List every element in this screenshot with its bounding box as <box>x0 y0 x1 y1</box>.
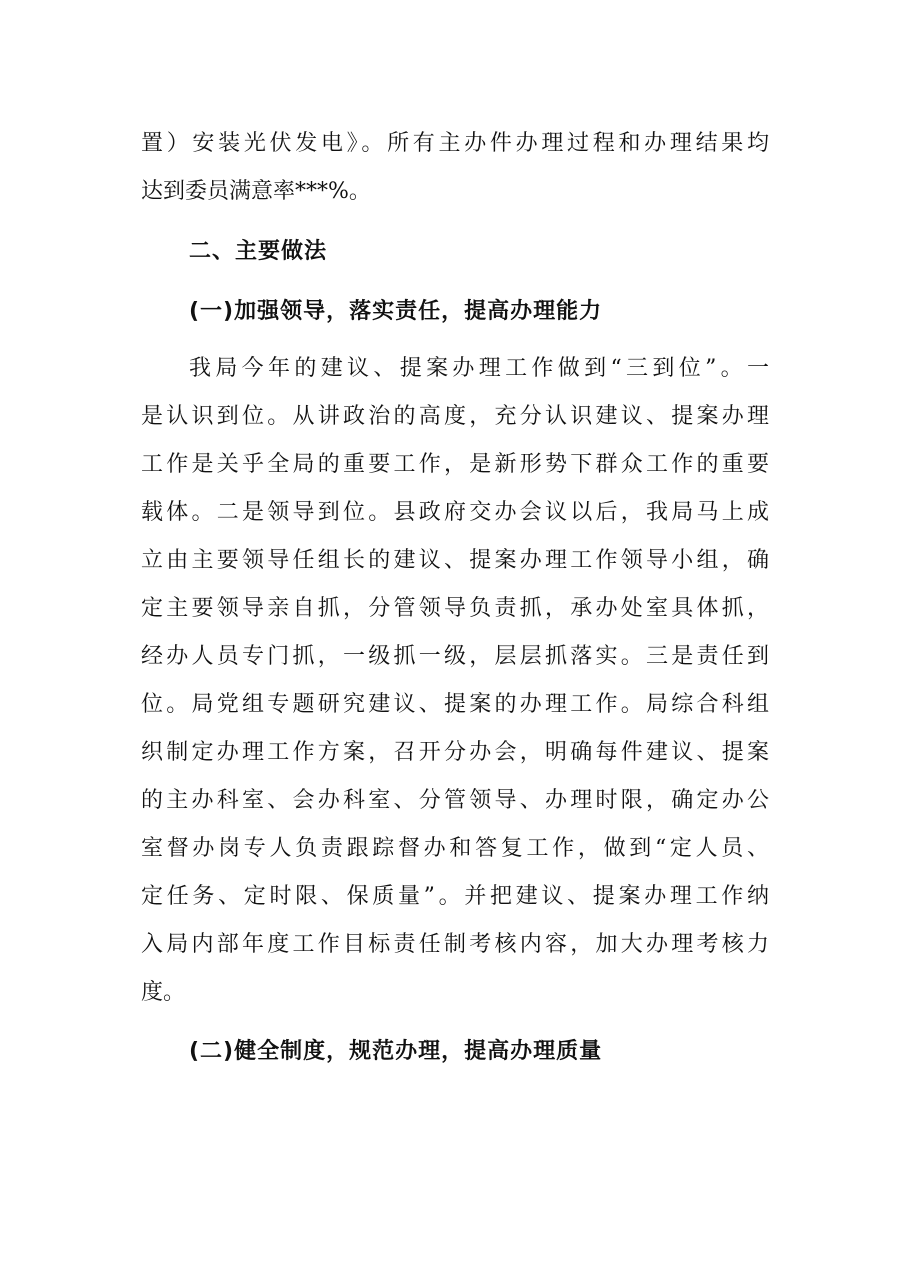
section-heading: 二、主要做法 <box>189 239 328 264</box>
intro-line-1: 置）安装光伏发电》。所有主办件办理过程和办理结果均 <box>141 131 769 156</box>
paragraph-1-line-8: 位。局党组专题研究建议、提案的办理工作。局综合科组 <box>141 692 769 717</box>
subheading-2: (二)健全制度，规范办理，提高办理质量 <box>189 1039 603 1064</box>
paragraph-1-line-5: 立由主要领导任组长的建议、提案办理工作领导小组，确 <box>141 548 769 573</box>
paragraph-1-line-7: 经办人员专门抓，一级抓一级，层层抓落实。三是责任到 <box>141 644 769 669</box>
paragraph-1-line-1: 我局今年的建议、提案办理工作做到“三到位”。一 <box>189 356 769 381</box>
paragraph-1-line-11: 室督办岗专人负责跟踪督办和答复工作，做到“定人员、 <box>141 836 769 861</box>
paragraph-1-line-13: 入局内部年度工作目标责任制考核内容，加大办理考核力 <box>141 932 769 957</box>
paragraph-1-line-10: 的主办科室、会办科室、分管领导、办理时限，确定办公 <box>141 788 769 813</box>
paragraph-1-line-9: 织制定办理工作方案，召开分办会，明确每件建议、提案 <box>141 740 769 765</box>
paragraph-1-line-4: 载体。二是领导到位。县政府交办会议以后，我局马上成 <box>141 500 769 525</box>
paragraph-1-line-6: 定主要领导亲自抓，分管领导负责抓，承办处室具体抓， <box>141 596 769 621</box>
subheading-1: (一)加强领导，落实责任，提高办理能力 <box>189 299 603 324</box>
intro-line-2: 达到委员满意率***%。 <box>141 179 371 204</box>
paragraph-1-line-2: 是认识到位。从讲政治的高度，充分认识建议、提案办理 <box>141 404 769 429</box>
paragraph-1-line-14: 度。 <box>141 980 186 1005</box>
paragraph-1-line-3: 工作是关乎全局的重要工作，是新形势下群众工作的重要 <box>141 452 769 477</box>
paragraph-1-line-12: 定任务、定时限、保质量”。并把建议、提案办理工作纳 <box>141 884 769 909</box>
